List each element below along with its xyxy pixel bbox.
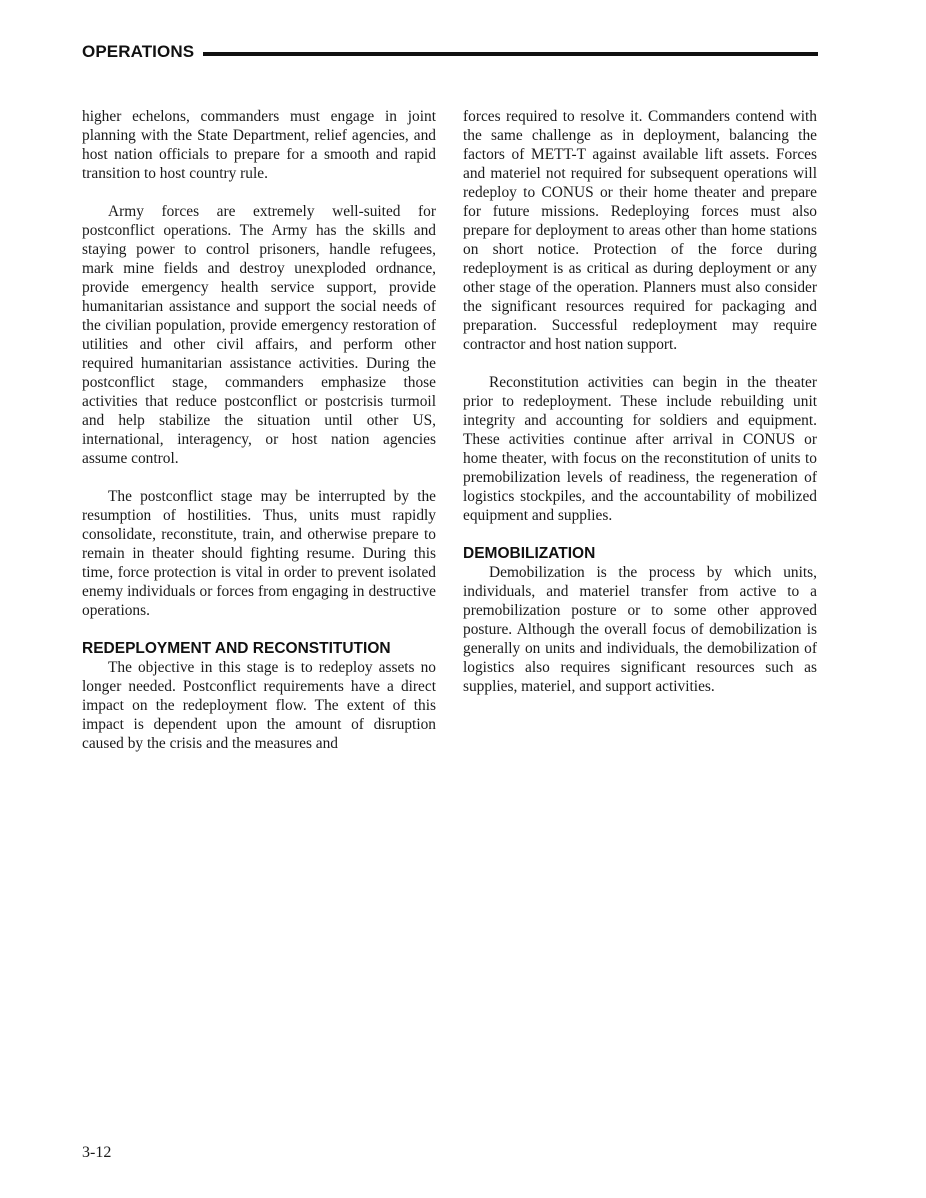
right-paragraph-2: Reconstitution activities can begin in the theater prior to redeployment. These include rebuilding unit integrity and accounting for soldiers and equipment. These activities continue after arrival in CONUS or home theater, with focus on the reconstitution of units to premobilization levels of readiness, the regeneration of logistics stockpiles, and the accountability of mobilized equipment and supplies. — [463, 374, 817, 524]
left-paragraph-1: higher echelons, commanders must engage in joint planning with the State Department, relief agencies, and host nation officials to prepare for a smooth and rapid transition to host country rule. — [82, 108, 436, 182]
right-paragraph-1: forces required to resolve it. Commanders contend with the same challenge as in deployment, balancing the factors of METT-T against available lift assets. Forces and materiel not required for subsequent operations will redeploy to CONUS or their home theater and prepare for future missions. Redeploying forces must also prepare for deployment to areas other than home stations on short notice. Protection of the force during redeployment is as critical as during deployment or any other stage of the operation. Planners must also consider the significant resources required for packaging and preparation. Successful redeployment may require contractor and host nation support. — [463, 108, 817, 353]
left-paragraph-2: Army forces are extremely well-suited for postconflict operations. The Army has the skills and staying power to control prisoners, handle refugees, mark mine fields and destroy unexploded ordnance, provide emergency health service support, provide humanitarian assistance and support the social needs of the civilian population, provide emergency restoration of utilities and other civil affairs, and perform other required humanitarian assistance activities. During the postconflict stage, commanders emphasize those activities that reduce postconflict or postcrisis turmoil and help stabilize the situation until other US, international, interagency, or host nation agencies assume control. — [82, 203, 436, 467]
right-paragraph-3: Demobilization is the process by which units, individuals, and materiel transfer from active to a premobilization posture or to some other approved posture. Although the overall focus of demobilization is generally on units and individuals, the demobilization of logistics also requires significant resources such as supplies, materiel, and support activities. — [463, 564, 817, 695]
left-paragraph-4: The objective in this stage is to redeploy assets no longer needed. Postconflict requirements have a direct impact on the redeployment flow. The extent of this impact is dependent upon the amount of disruption caused by the crisis and the measures and — [82, 659, 436, 752]
section-heading-demobilization: DEMOBILIZATION — [463, 545, 596, 562]
left-column — [82, 107, 436, 753]
header-rule — [203, 52, 818, 56]
right-column — [463, 107, 817, 696]
left-paragraph-3: The postconflict stage may be interrupted by the resumption of hostilities. Thus, units must rapidly consolidate, reconstitute, train, and otherwise prepare to remain in theater should fighting resume. During this time, force protection is vital in order to prevent isolated enemy individuals or forces from engaging in destructive operations. — [82, 488, 436, 619]
page-number: 3-12 — [82, 1144, 112, 1161]
header-title: OPERATIONS — [82, 42, 195, 61]
section-heading-redeployment: REDEPLOYMENT AND RECONSTITUTION — [82, 640, 391, 657]
page-header — [82, 40, 818, 64]
